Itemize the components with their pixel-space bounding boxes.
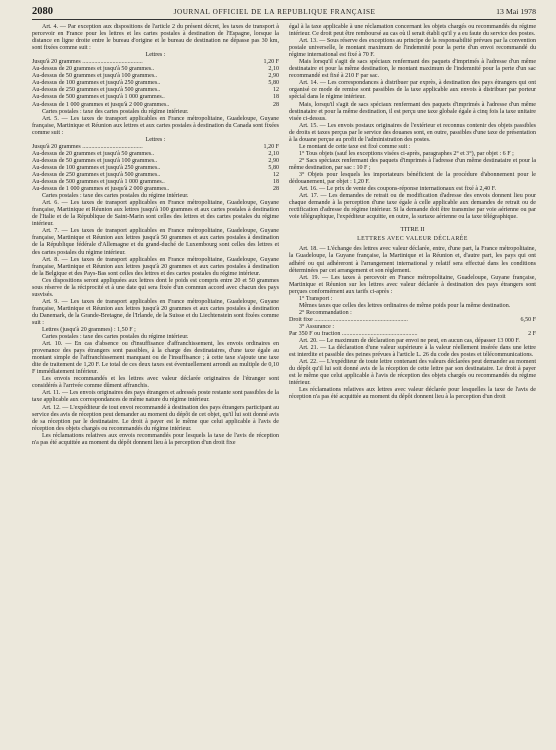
- table-row: Au-dessus de 1 000 grammes et jusqu'à 2 000 grammes.. 28: [32, 101, 279, 108]
- table-row: Au-dessus de 50 grammes et jusqu'à 100 grammes.. 2,90: [32, 157, 279, 164]
- lettres-label: Lettres :: [145, 136, 166, 143]
- droit-fixe-label: Droit fixe ..............................................................: [289, 316, 408, 323]
- section-subtitle: LETTRES AVEC VALEUR DÉCLARÉE: [357, 236, 468, 243]
- article-12: Art. 12. — L'expéditeur de tout envoi recommandé à destination des pays étrangers participant au service des avis de réception peut demander au moment du dépôt de cet objet, qu'il lui soit donné avis de sa réception par le destinataire. Le droit à payer est le même que celui applicable à l'avis de réception des objets chargés ou recommandés du régime intérieur.: [32, 404, 279, 432]
- tariff-assurance-label: 3° Assurance :: [299, 323, 334, 330]
- right-column: [289, 24, 536, 447]
- tariff-recommandation-label: 2° Recommandation :: [299, 309, 352, 316]
- article-19: Art. 19. — Les taxes à percevoir en France métropolitaine, Guadeloupe, Guyane française, Martinique et Réunion sur les lettres avec valeur déclarée à destination des pays étrangers sont perçues conformément aux tarifs ci-après :: [289, 274, 536, 295]
- table-row: Au-dessus de 20 grammes et jusqu'à 50 grammes.. 2,10: [32, 150, 279, 157]
- article-14: Art. 14. — Les correspondances à distribuer par exprès, à destination des pays étrangers qui ont organisé ce mode de remise sont passibles de la taxe applicable aux envois à distribuer par porteur spécial dans le régime intérieur.: [289, 80, 536, 101]
- article-15-amount: Le montant de cette taxe est fixé comme suit :: [299, 143, 411, 150]
- article-21: Art. 21. — La déclaration d'une valeur supérieure à la valeur réellement insérée dans une lettre est interdite et passible des peines prévues à l'article L. 26 du code des postes et télécommunications.: [289, 345, 536, 359]
- cartes-postales-5: Cartes postales : taxe des cartes postales du régime intérieur.: [42, 193, 189, 200]
- article-12-para-2: Les réclamations relatives aux envois recommandés pour lesquels la taxe de l'avis de réception n'a pas été acquittée au moment du dépôt donnent lieu à la perception d'un droit fixe: [32, 432, 279, 446]
- table-row: Au-dessus de 250 grammes et jusqu'à 500 grammes.. 12: [32, 171, 279, 178]
- article-11: Art. 11. — Les envois originaires des pays étrangers et adressés poste restante sont passibles de la taxe applicable aux correspondances de même nature du régime intérieur.: [32, 390, 279, 404]
- cartes-postales-4: Cartes postales : taxe des cartes postales du régime intérieur.: [42, 108, 189, 115]
- article-14-para-2: Mais, lorsqu'il s'agit de sacs spéciaux renfermant des paquets d'imprimés à l'adresse d'un même destinataire et pour la même destination, il est perçu une taxe globale égale à cinq fois la taxe unitaire visée ci-dessus.: [289, 101, 536, 122]
- article-20: Art. 20. — Le maximum de déclaration par envoi ne peut, en aucun cas, dépasser 13 000 F.: [299, 338, 520, 345]
- article-7: Art. 7. — Les taxes de transport applicables en France métropolitaine, Guadeloupe, Guyane française, Martinique et Réunion aux lettres jusqu'à 50 grammes et aux cartes postales à destination de la République fédérale d'Allemagne et du grand-duché de Luxembourg sont celles des lettres et des cartes postales du régime intérieur.: [32, 228, 279, 256]
- continued-paragraph: égal à la taxe applicable à une réclamation concernant les objets chargés ou recommandés du régime intérieur. Ce droit peut être remboursé au cas où il serait établi qu'il y a eu faute du service des postes.: [289, 24, 536, 38]
- article-6: Art. 6. — Les taxes de transport applicables en France métropolitaine, Guadeloupe, Guyane française, Martinique et Réunion aux lettres jusqu'à 100 grammes et aux cartes postales à destination de l'Italie et de la République de Saint-Marin sont celles des lettres et des cartes postales du régime intérieur.: [32, 200, 279, 228]
- assurance-value: 2 F: [528, 330, 536, 337]
- assurance-row: [289, 331, 536, 338]
- article-15-item-3: 3° Objets pour lesquels les importateurs bénéficient de la procédure d'abonnement pour le dédouanement, par objet : 1,20 F.: [289, 171, 536, 186]
- article-17: Art. 17. — Les demandes de retrait ou de modification d'adresse des envois donnent lieu pour chaque demande à la perception d'une taxe égale à celle applicable aux demandes de retrait ou de rectification d'adresse du régime intérieur. Si la demande doit être transmise par voie aérienne ou par voie télégraphique, l'expéditeur acquitte, en outre, la surtaxe aérienne ou la taxe télégraphique.: [289, 193, 536, 221]
- droit-fixe-row: [289, 317, 536, 324]
- table-row: Au-dessus de 100 grammes et jusqu'à 250 grammes.. 5,80: [32, 80, 279, 87]
- article-8: Art. 8. — Les taxes de transport applicables en France métropolitaine, Guadeloupe, Guyane française, Martinique et Réunion aux lettres jusqu'à 20 grammes et aux cartes postales à destination de la Belgique et des Pays-Bas sont celles des lettres et des cartes postales du régime intérieur.: [32, 256, 279, 277]
- tariff-table-art5: [32, 144, 279, 193]
- droit-fixe-value: 6,50 F: [520, 316, 536, 323]
- article-4: Art. 4. — Par exception aux dispositions de l'article 2 du présent décret, les taxes de transport à percevoir en France pour les lettres et les cartes postales à destination de l'Espagne, lorsque la distance en ligne droite entre le bureau d'origine et le bureau de destination ne dépasse pas 30 km, sont fixées comme suit :: [32, 24, 279, 52]
- journal-title: JOURNAL OFFICIEL DE LA REPUBLIQUE FRANÇAISE: [173, 8, 376, 16]
- article-22-para-2: Les réclamations relatives aux lettres avec valeur déclarée pour lesquelles la taxe de l'avis de réception n'a pas été acquittée au moment du dépôt donnent lieu à la perception d'un droit: [289, 387, 536, 401]
- assurance-label: Par 350 F ou fraction ..................................................: [289, 330, 418, 337]
- article-15-item-2: 2° Sacs spéciaux renfermant des paquets d'imprimés à l'adresse d'un même destinataire et pour la même destination, par sac : 10 F ;: [289, 157, 536, 171]
- table-row: Jusqu'à 20 grammes ........................................ 1,20 F: [32, 59, 279, 66]
- article-9: Art. 9. — Les taxes de transport applicables en France métropolitaine, Guadeloupe, Guyane française, Martinique et Réunion aux lettres jusqu'à 20 grammes et aux cartes postales à destination du Danemark, de la Grande-Bretagne, de l'Irlande, de la Suisse et du Liechtenstein sont fixées comme suit :: [32, 298, 279, 326]
- table-row: Au-dessus de 250 grammes et jusqu'à 500 grammes.. 12: [32, 87, 279, 94]
- left-column: [32, 24, 279, 447]
- article-10-para-2: Les envois recommandés et les lettres avec valeur déclarée originaires de l'étranger sont considérés à l'arrivée comme dûment affranchis.: [32, 376, 279, 390]
- tariff-table-art4: [32, 59, 279, 108]
- article-9-cartes: Cartes postales : taxe des cartes postales du régime intérieur.: [42, 334, 189, 341]
- article-13: Art. 13. — Sous réserve des exceptions au principe de la responsabilité prévues par la convention postale universelle, le montant maximum de l'indemnité pour la perte d'un envoi recommandé du régime international est fixé à 70 F.: [289, 38, 536, 59]
- article-10: Art. 10. — En cas d'absence ou d'insuffisance d'affranchissement, les envois ordinaires en provenance des pays étrangers sont passibles, à la charge des destinataires, d'une taxe égale au montant simple de l'affranchissement manquant ou de l'insuffisance ; à cette taxe s'ajoute une taxe dite de traitement de 1,20 F. Le total de ces deux taxes est éventuellement arrondi au multiple de 0,10 F immédiatement inférieur.: [32, 341, 279, 376]
- table-row: Au-dessus de 500 grammes et jusqu'à 1 000 grammes.. 18: [32, 94, 279, 101]
- article-8-para-2: Ces dispositions seront appliquées aux lettres dont le poids est compris entre 20 et 50 grammes sous réserve de la réciprocité et à une date qui sera fixée d'un commun accord avec chacun des pays susvisés.: [32, 277, 279, 298]
- table-row: Au-dessus de 50 grammes et jusqu'à 100 grammes.. 2,90: [32, 73, 279, 80]
- page-header: [32, 6, 536, 20]
- table-row: Au-dessus de 500 grammes et jusqu'à 1 000 grammes.. 18: [32, 179, 279, 186]
- article-15-item-1: 1° Tous objets (sauf les exceptions visées ci-après, paragraphes 2° et 3°), par objet : 6 F ;: [299, 150, 514, 157]
- article-22: Art. 22. — L'expéditeur de toute lettre contenant des valeurs déclarées peut demander au moment du dépôt qu'il lui soit donné avis de la réception de cette lettre par son destinataire. Le droit à payer est le même que celui applicable à l'avis de réception des objets chargés ou recommandés du régime intérieur.: [289, 359, 536, 387]
- tariff-transport-text: Mêmes taxes que celles des lettres ordinaires de même poids pour la même destination.: [299, 302, 511, 309]
- article-13-para-2: Mais lorsqu'il s'agit de sacs spéciaux renfermant des paquets d'imprimés à l'adresse d'un même destinataire et pour la même destination, le montant maximum de l'indemnité pour la perte d'un sac recommandé est fixé à 210 F par sac.: [289, 59, 536, 80]
- tariff-transport-label: 1° Transport :: [299, 295, 333, 302]
- table-row: Au-dessus de 20 grammes et jusqu'à 50 grammes.. 2,10: [32, 66, 279, 73]
- article-9-lettres: Lettres (jusqu'à 20 grammes) : 1,50 F ;: [42, 327, 136, 334]
- article-15: Art. 15. — Les envois postaux originaires de l'extérieur et reconnus contenir des objets passibles de droits et taxes perçus par le service des douanes sont, en outre, passibles d'une taxe de présentation à la douane perçue au profit de l'administration des postes.: [289, 122, 536, 143]
- table-row: Au-dessus de 1 000 grammes et jusqu'à 2 000 grammes.. 28: [32, 186, 279, 193]
- text-columns: [32, 24, 536, 447]
- article-5: Art. 5. — Les taxes de transport applicables en France métropolitaine, Guadeloupe, Guyane française, Martinique et Réunion aux lettres et aux cartes postales à destination du Canada sont fixées comme suit :: [32, 115, 279, 136]
- issue-date: 13 Mai 1978: [496, 7, 536, 16]
- table-row: Jusqu'à 20 grammes ........................................ 1,20 F: [32, 143, 279, 150]
- table-row: Au-dessus de 100 grammes et jusqu'à 250 grammes.. 5,80: [32, 164, 279, 171]
- article-18: Art. 18. — L'échange des lettres avec valeur déclarée, entre, d'une part, la France métropolitaine, la Guadeloupe, la Guyane française, la Martinique et la Réunion et, d'autre part, les pays qui ont adhéré ou qui adhéreront à l'arrangement international y relatif sera effectué dans les conditions déterminées par cet arrangement et son règlement.: [289, 246, 536, 274]
- section-title: TITRE II: [400, 226, 425, 234]
- article-16: Art. 16. — Le prix de vente des coupons-réponse internationaux est fixé à 2,40 F.: [299, 186, 496, 193]
- page-number: 2080: [32, 6, 53, 17]
- lettres-label: Lettres :: [145, 52, 166, 59]
